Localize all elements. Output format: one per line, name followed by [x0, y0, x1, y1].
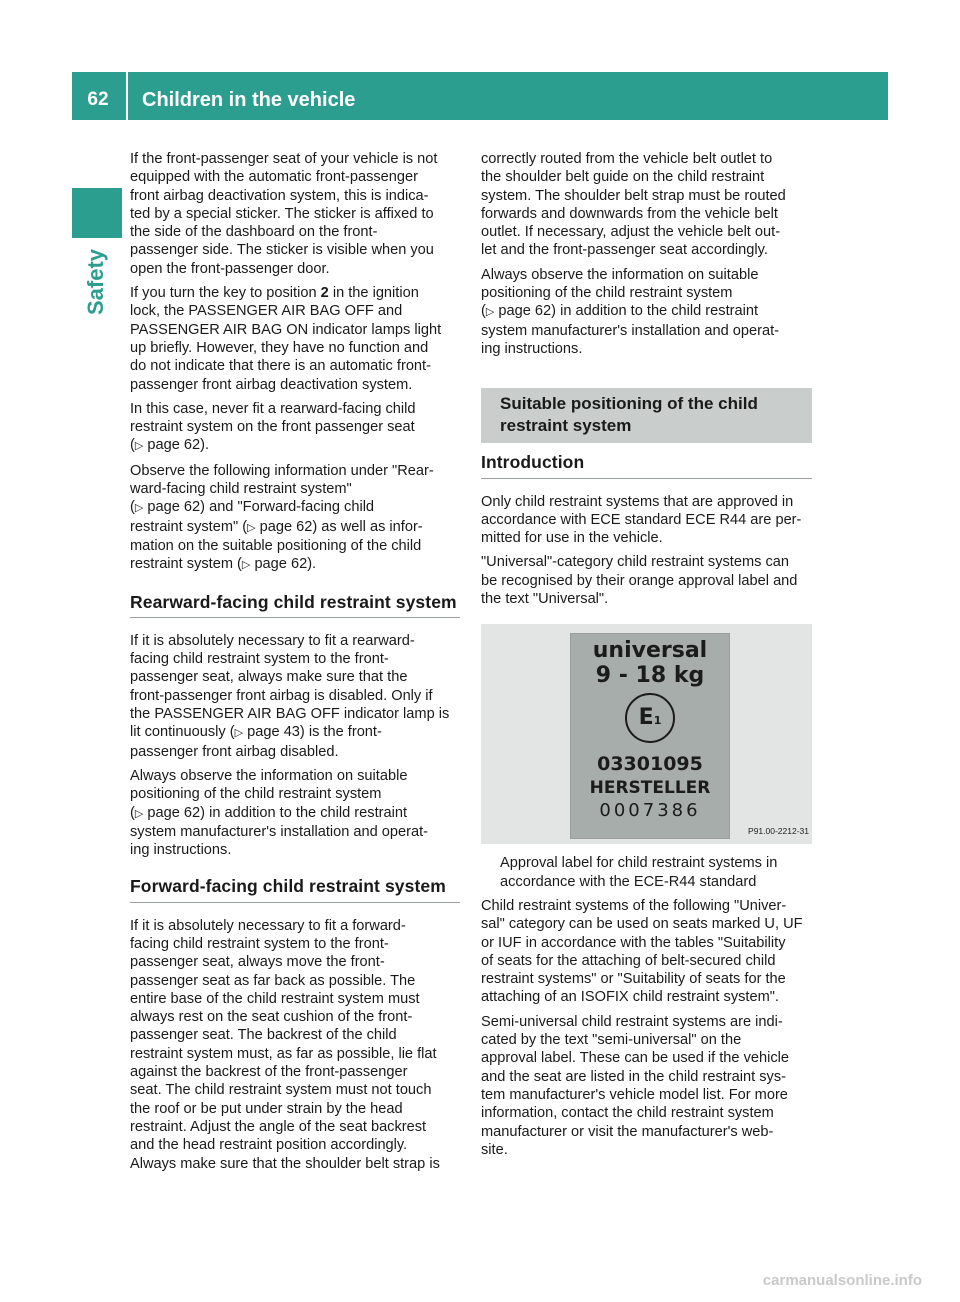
page-title: Children in the vehicle — [142, 89, 356, 111]
page-number: 62 — [87, 89, 109, 110]
universal-paragraph: "Universal"-category child restraint systems can be recognised by their orange approval label and the text "Universal". — [481, 554, 798, 608]
left-column — [130, 150, 460, 1179]
forward-heading: Forward-facing child restraint system — [130, 877, 460, 902]
rearward-paragraph-2: Always observe the information on suitable positioning of the child restraint system (▷ page 62) in addition to the child restraint system manufacturer's installation and operat- ing instructions. — [130, 767, 429, 859]
page-ref-link[interactable]: page 62) in addition to the child restraint system manufacturer's installation and operat- ing instructions. — [481, 303, 780, 357]
page-ref-arrow-icon: ▷ — [234, 727, 244, 740]
page-ref-arrow-icon: ▷ — [241, 559, 251, 572]
approval-label-plate — [570, 633, 730, 839]
ignition-paragraph: If you turn the key to position 2 in the ignition lock, the PASSENGER AIR BAG OFF and PASSENGER AIR BAG ON indicator lamps light up briefly. However, they have no function and do not indicate that there is an automatic front- passenger front airbag deactivation system. — [130, 285, 442, 393]
label-category: universal — [592, 638, 708, 664]
rearward-heading: Rearward-facing child restraint system — [130, 593, 460, 618]
page-ref-link[interactable]: page 62) and "Forward-facing child restraint system" ( — [130, 499, 375, 535]
page-ref-arrow-icon: ▷ — [134, 502, 144, 515]
semi-universal-paragraph: Semi-universal child restraint systems are indi- cated by the text "semi-universal" on the approval label. These can be used if the vehicle and the seat are listed in the child restraint sys- tem manufacturer's vehicle model list. For more information, contact the child restraint system manufacturer or visit the manufacturer's web- site. — [481, 1013, 790, 1158]
page-ref-arrow-icon: ▷ — [485, 306, 495, 319]
figure-caption: Approval label for child restraint systems in accordance with the ECE-R44 standard — [500, 855, 778, 890]
label-manufacturer: HERSTELLER — [589, 778, 711, 799]
label-approval-number: 03301095 — [597, 752, 703, 775]
label-weight-range: 9 - 18 kg — [595, 662, 705, 688]
watermark: carmanualsonline.info — [762, 1272, 922, 1289]
continued-paragraph: correctly routed from the vehicle belt outlet to the shoulder belt guide on the child restraint system. The shoulder belt strap must be routed forwards and downwards from the vehicle belt outlet. If necessary, adjust the vehicle belt out- let and the front-passenger seat accordingly. — [481, 151, 786, 259]
page-ref-arrow-icon: ▷ — [134, 807, 144, 820]
position-number: 2 — [320, 285, 329, 302]
approval-label-figure — [481, 624, 812, 844]
observe-paragraph: Observe the following information under "Rear- ward-facing child restraint system" (▷ page 62) and "Forward-facing child restraint system" (▷ page 62) as well as infor- mation on the suitable positioning of the child restraint system (▷ page 62). — [130, 462, 434, 573]
figure-code: P91.00-2212-31 — [748, 826, 809, 837]
positioning-paragraph: Always observe the information on suitable positioning of the child restraint system (▷ page 62) in addition to the child restraint system manufacturer's installation and operat- ing instructions. — [481, 266, 780, 357]
rearward-warning-paragraph: In this case, never fit a rearward-facing child restraint system on the front passenger seat (▷ page 62). — [130, 400, 416, 454]
section-tab-label: Safety — [83, 248, 108, 315]
e-mark-icon: E1 — [625, 693, 675, 743]
approval-paragraph: Only child restraint systems that are approved in accordance with ECE standard ECE R44 are per- mitted for use in the vehicle. — [481, 493, 802, 547]
page-ref-link[interactable]: page 62). — [147, 437, 210, 454]
page-ref-link[interactable]: page 62) in addition to the child restraint system manufacturer's installation and operat- ing instructions. — [130, 804, 429, 859]
section-tab-marker — [72, 188, 122, 238]
forward-paragraph: If it is absolutely necessary to fit a forward- facing child restraint system to the front- passenger seat, always move the front- passenger seat as far back as possible. The entire base of the child restraint system must always rest on the seat cushion of the front- passenger seat. The backrest of the child restraint system must, as far as possible, lie flat against the backrest of the front-passenger seat. The child restraint system must not touch the roof or be put under strain by the head restraint. Adjust the angle of the seat backrest and the head restraint position accordingly. Always make sure that the shoulder belt strap is — [130, 917, 440, 1172]
page-ref-link[interactable]: page 62) as well as infor- mation on the suitable positioning of the child restraint system ( — [130, 518, 423, 573]
introduction-heading: Introduction — [481, 453, 812, 478]
page-ref-link[interactable]: page 62). — [254, 556, 317, 573]
page-ref-link[interactable]: page 43) is the front- passenger front airbag disabled. — [130, 724, 382, 760]
intro-paragraph: If the front-passenger seat of your vehicle is not equipped with the automatic front-passenger front airbag deactivation system, this is indica- ted by a special sticker. The sticker is affixed to the side of the dashboard on the front- passenger side. The sticker is visible when you open the front-passenger door. — [130, 151, 438, 277]
header-divider — [126, 72, 128, 120]
section-heading-box: Suitable positioning of the child restraint system — [481, 388, 812, 443]
page-ref-arrow-icon: ▷ — [134, 440, 144, 453]
right-column — [481, 150, 812, 1165]
tables-paragraph: Child restraint systems of the following "Univer- sal" category can be used on seats marked U, UF or IUF in accordance with the tables "Suitability of seats for the attaching of belt-secured child restraint systems" or "Suitability of seats for the attaching of an ISOFIX child restraint system". — [481, 897, 803, 1006]
label-serial: 0007386 — [599, 799, 701, 821]
rearward-paragraph-1: If it is absolutely necessary to fit a rearward- facing child restraint system to the front- passenger seat, always make sure that the front-passenger front airbag is disabled. Only if the PASSENGER AIR BAG OFF indicator lamp is lit continuously (▷ page 43) is the front- passenger front airbag disabled. — [130, 632, 450, 760]
page-ref-arrow-icon: ▷ — [247, 521, 256, 534]
